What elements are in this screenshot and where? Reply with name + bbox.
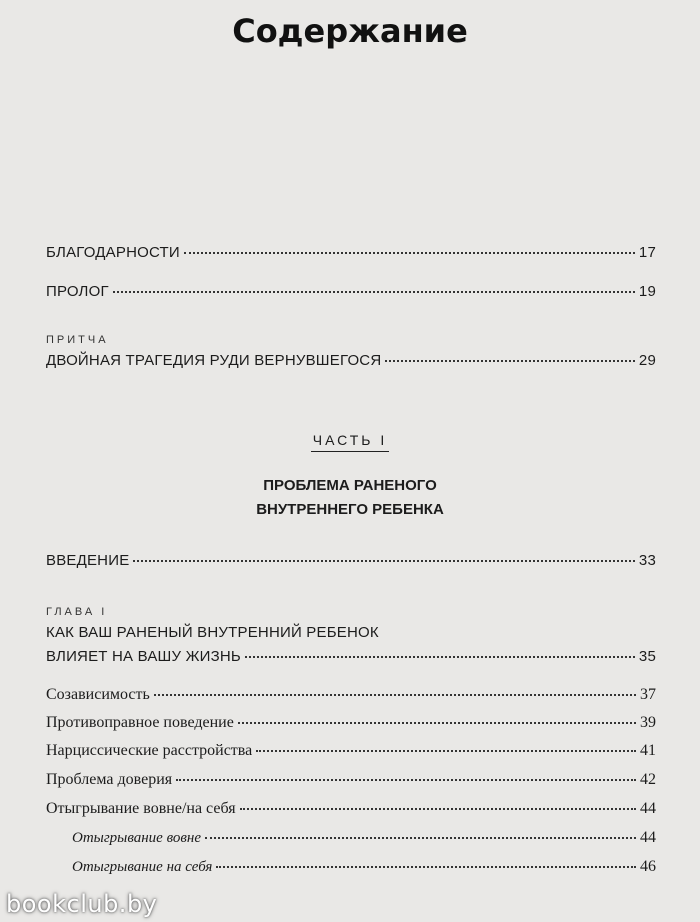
dot-leader [113, 290, 635, 293]
toc-subsection-label: Отыгрывание вовне [72, 830, 202, 846]
chapter-caption: ГЛАВА I [46, 606, 108, 618]
dot-leader [154, 693, 636, 696]
part-heading [0, 432, 700, 452]
toc-page-number: 19 [638, 283, 656, 300]
dot-leader [184, 251, 635, 254]
toc-entry-prologue [46, 283, 656, 300]
part-title-line: ВНУТРЕННЕГО РЕБЕНКА [256, 501, 444, 518]
part-title-line: ПРОБЛЕМА РАНЕНОГО [263, 477, 437, 494]
toc-entry-introduction [46, 552, 656, 569]
toc-section [46, 742, 656, 760]
toc-entry-label: ДВОЙНАЯ ТРАГЕДИЯ РУДИ ВЕРНУВШЕГОСЯ [46, 352, 382, 369]
toc-page-number: 39 [640, 714, 656, 731]
toc-page-number: 35 [638, 648, 656, 665]
page-title: Содержание [232, 12, 468, 50]
toc-page-number: 46 [640, 858, 656, 875]
toc-page-number: 33 [638, 552, 656, 569]
toc-subsection [72, 829, 656, 847]
toc-entry-label: ВВЕДЕНИЕ [46, 552, 130, 569]
toc-section [46, 800, 656, 818]
toc-section-label: Противоправное поведение [46, 714, 234, 731]
chapter-title-line: КАК ВАШ РАНЕНЫЙ ВНУТРЕННИЙ РЕБЕНОК [46, 624, 379, 641]
toc-section-label: Проблема доверия [46, 771, 173, 788]
toc-page-number: 44 [640, 829, 656, 846]
toc-entry-parable [46, 352, 656, 369]
dot-leader [205, 836, 636, 839]
dot-leader [240, 807, 636, 810]
toc-page-number: 29 [638, 352, 656, 369]
toc-section [46, 686, 656, 704]
toc-page-number: 44 [640, 800, 656, 817]
dot-leader [256, 749, 636, 752]
toc-entry-label: ВЛИЯЕТ НА ВАШУ ЖИЗНЬ [46, 648, 241, 665]
toc-section-label: Созависимость [46, 686, 150, 703]
toc-section [46, 714, 656, 732]
dot-leader [238, 721, 636, 724]
toc-entry-label: ПРОЛОГ [46, 283, 109, 300]
toc-subsection [72, 858, 656, 876]
dot-leader [133, 559, 635, 562]
dot-leader [385, 359, 635, 362]
toc-page-number: 17 [638, 244, 656, 261]
dot-leader [245, 655, 635, 658]
part-title [0, 474, 700, 522]
toc-page-number: 42 [640, 771, 656, 788]
toc-entry-label: БЛАГОДАРНОСТИ [46, 244, 180, 261]
dot-leader [216, 865, 636, 868]
watermark: bookclub.by [6, 890, 158, 918]
toc-entry-chapter-1 [46, 648, 656, 665]
dot-leader [176, 778, 636, 781]
toc-section-label: Нарциссические расстройства [46, 742, 253, 759]
toc-section-label: Отыгрывание вовне/на себя [46, 800, 236, 817]
parable-caption: ПРИТЧА [46, 334, 109, 346]
toc-entry-acknowledgements [46, 244, 656, 261]
toc-subsection-label: Отыгрывание на себя [72, 859, 213, 875]
toc-page-number: 41 [640, 742, 656, 759]
toc-section [46, 771, 656, 789]
toc-page-number: 37 [640, 686, 656, 703]
part-label: ЧАСТЬ I [311, 432, 390, 452]
